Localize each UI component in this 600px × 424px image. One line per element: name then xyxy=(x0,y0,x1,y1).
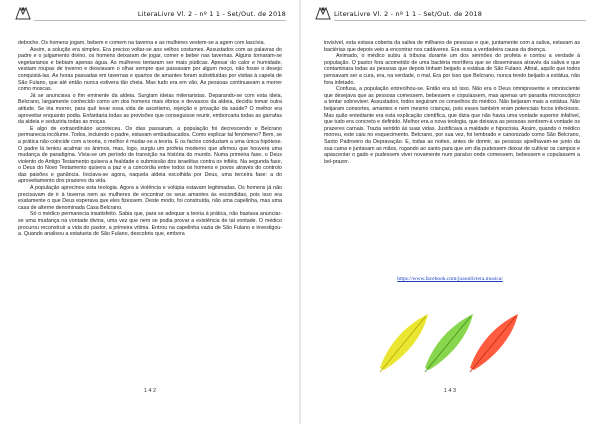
paragraph: Já se anunciava o fim eminente da aldeia. Surgiam ideias milenaristas. Deparando-se com esta ideia, Belcrano, largamente conhecido como um dos homens mais ébrios e devassos da aldeia, decidiu tomar outra atitude. Se iria morrer, para quê levar essa vida de ascetismo, rejeição e privação da saúde? O melhor era aproveitar enquanto podia. Enfardaria todas as provisões que conseguisse reunir, emborcaria todas as garrafas da aldeia e seduziria todas as moças. xyxy=(18,92,282,126)
left-page-header xyxy=(14,5,286,21)
paragraph: Assim, a solução era simples. Era preciso voltar-se aos velhos costumes. Assustados com as palavras do padre e o julgamento divino, os homens deixaram de jogar, comer e beber nas tavernas. Alguns tornaram-se vegetarianos e bebiam apenas água. As mulheres tentaram ser mais púdicas. Apesar do calor e humidade, vestiam roupas de inverno e desviavam o olhar sempre que passavam por algum moço, não fosse o desejo conquistá-las. As horas passadas em tavernas e quartos de amantes foram substituídas por visitas à capela de São Fulano, que até então nunca estivera tão cheia. Mas tudo era em vão. As pessoas continuavam a morrer como moscas. xyxy=(18,46,282,93)
yellow-feather-icon xyxy=(380,314,428,372)
literalivre-logo-icon xyxy=(314,5,332,21)
left-page-body xyxy=(18,40,282,238)
paragraph: Animado, o médico subiu à tribuna durante um dos sermões do profeta e contou a verdade à população. O pastor fora acometido de uma bactéria mortífera que se disseminava através da saliva e que contaminara todas as pessoas que depois tinham beijado a estátua de São Fulano. Afinal, aquilo que todos pensavam ser a cura, era, na verdade, o mal. Era por isso que Belcrano, nunca tendo beijado a estátua, não fora infetado. xyxy=(324,53,580,86)
header-rule xyxy=(34,20,286,21)
green-feather-icon xyxy=(425,314,473,372)
paragraph: deboche. Os homens jogam, bebem e comem na taverna e as mulheres vestem-se a agem com lascívia. xyxy=(18,40,266,46)
facebook-link[interactable]: https://www.facebook.com/joaonliviera.musica/ xyxy=(397,276,503,282)
header-title: LiteraLivre Vl. 2 - nº 1 1 - Set/Out. de 2018 xyxy=(137,10,286,18)
paragraph: A população aprecinou esta teologia. Agora a violência e volúpia estavam legitimadas. Os homens já não precisavam de ir à taverna nem as mulheres de encontrar os seus amantes às escondidas, pois isso era exatamente o que Deus esperava que eles fizessem. Deste modo, foi construída, não uma capelinha, mas uma casa de alterne denominada Casa Belcrano. xyxy=(18,185,282,211)
literalivre-logo-icon xyxy=(14,5,32,21)
header-title: LiteraLivre Vl. 2 - nº 1 1 - Set/Out. de 2018 xyxy=(334,10,483,18)
page-number: 1 4 3 xyxy=(443,388,457,394)
paragraph: invisível, esta estava coberta da saliva de milhares de pessoas e que, juntamente com a saliva, estavam as bactérias que depois veio a encontrar nos cadáveres. Era essa a verdadeira causa da doença. xyxy=(324,40,580,53)
feathers-illustration xyxy=(300,302,600,372)
header-rule xyxy=(334,20,586,21)
right-page-header xyxy=(314,5,586,21)
right-page-body xyxy=(324,40,580,165)
page-number: 1 4 2 xyxy=(143,388,157,394)
paragraph: Confusa, a população entreolhou-se. Então era só isso. Não era o Deus omnipresente e omnisciente que desejava que as pessoas comessem, bebessem e copulassem, mas apenas um parasita microscópico a tentar sobreviver. Assustados, todos seguiram os conselhos do médico. Não beijaram mais a estátua. Não beijaram consortes, amantes e nem mesmo crianças, pois esses também eram potenciais focos infeciosos. Mas quão entediante era esta explicação científica, que dizia que não havia uma vontade superior infalível, que tudo era concreto e definido. Melhor era a nova teologia, que deixava as pessoas sentirem-à vontade os prazeres carnais. Trazia sentido às suas vidas. Justificava a maldade e hipocrisia. Assim, quando o médico morreu, este caiu no esquecimento. Belcrano, por sua vez, foi lembrado e canonizado como São Belcrano, Santo Padroeiro da Depravação. E, todas as noites, antes de dormir, as pessoas ajoelhavam-se junto da sua cama e juntavam as mãos, rogando ao santo para que um dia pudessem deixar de cultivar os campos e apascentar o gado e pudessem viver novamente num paraíso onde comessem, bebessem e copulassem a bel-prazer. xyxy=(324,86,580,165)
right-page xyxy=(300,0,600,424)
paragraph: Só o médico permanecia insatisfeito. Sabia que, para se adequar a teoria à prática, não bastava anunciar-se uma mudança na vontade divina, uma vez que nem se podia provar a existência de tal vontade. O médico procurou reconstruir a vida do pastor, a primeira vítima. Entrou na capelinha vazia de São Fulano e investigou-a. Quando analisou a estatueta de São Fulano, descobriu que, embora xyxy=(18,211,282,238)
red-feather-icon xyxy=(470,314,518,372)
paragraph: E algo de extraordinário aconteceu. Os dias passaram, a população foi decrescendo e Belcrano permanecia incólume. Todos, incluindo o padre, estavam embasbacados. Como explicar tal fenómeno? Bem, se a prática não coincide com a teoria, o melhor é mudar-se a teoria. E os factos conduziam a uma única hipótese. O padre lá tentou acalmar os ânimos, mas, logo, surgiu um profeta moderno que afirmou que houvera uma mudança de paradigma. Vivia-se um período de transição na história do mundo. Numa primeira fase, o Deus violento do Antigo Testamento quisera a fealdade e submissão dos israelitas contra os infiéis. Na segunda fase, o Deus do Novo Testamento quisera a paz e a concórdia entre todos os homens e povos através do controlo das paixões e ganância. Iniciava-se agora, naquela aldeia escolhida por Deus, uma terceira fase: a do aproveitamento dos prazeres da vida. xyxy=(18,125,282,185)
